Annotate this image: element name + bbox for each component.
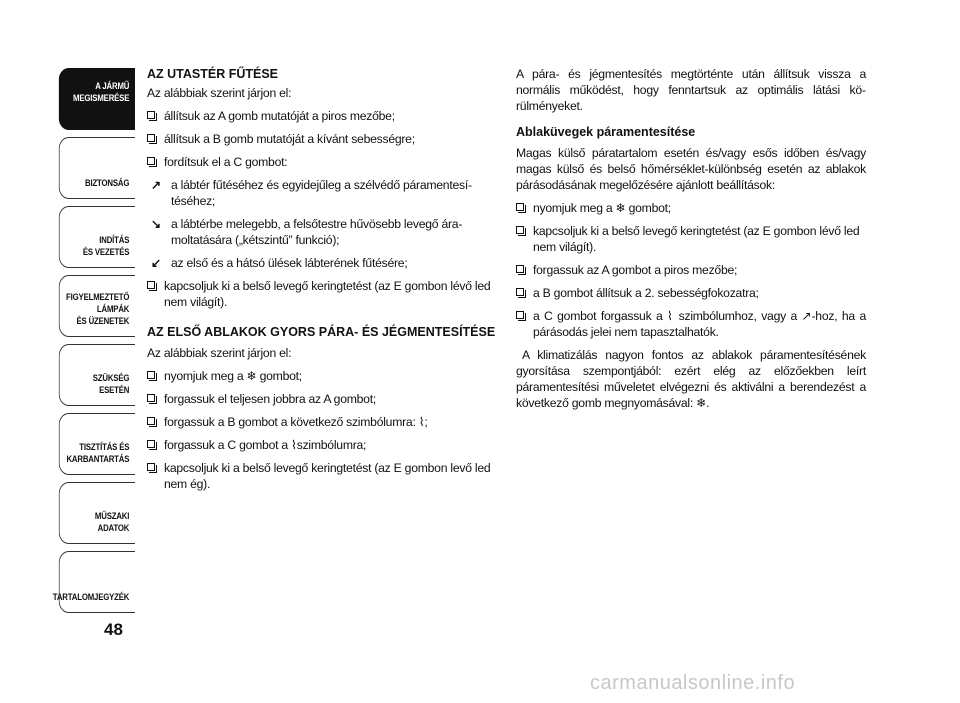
airflow-windscreen-feet-icon: ↗	[151, 178, 161, 192]
list-item: forgassuk a B gombot a következő szimbólumra: ⌇;	[147, 414, 497, 430]
checkbox-bullet-icon	[147, 440, 155, 448]
tab-label: TARTALOMJEGYZÉK	[52, 592, 130, 603]
tab-label: FIGYELMEZTETŐ LÁMPÁK ÉS ÜZENETEK	[66, 292, 130, 327]
paragraph: A pára- és jégmentesítés megtörténte után állítsuk vissza a normális működést, hogy fenntartsuk az optimális látási körülményeket.	[516, 67, 866, 113]
tab-vehicle-overview[interactable]	[59, 68, 135, 130]
chapter-tabs	[42, 68, 135, 620]
list-item: nyomjuk meg a ❄ gombot;	[147, 368, 497, 384]
checkbox-bullet-icon	[147, 417, 155, 425]
list-item: a C gombot forgassuk a ⌇ szimbólumhoz, vagy a ↗-hoz, ha a párásodás jelei nem tapasztalhatók.	[516, 308, 866, 340]
list-item: nyomjuk meg a ❄ gombot;	[516, 200, 866, 216]
list-item: forgassuk a C gombot a ⌇szimbólumra;	[147, 437, 497, 453]
airflow-bilevel-icon: ↘	[151, 217, 161, 231]
list-item: kapcsoljuk ki a belső levegő keringtetést (az E gombon levő led nem ég).	[147, 460, 497, 492]
tab-technical-data[interactable]	[59, 482, 135, 544]
list-item: a B gombot állítsuk a 2. sebességfokozatra;	[516, 285, 866, 301]
checkbox-bullet-icon	[516, 226, 524, 234]
checkbox-bullet-icon	[147, 394, 155, 402]
sub-item: ↙ az első és a hátsó ülések lábterének fűtésére;	[151, 256, 408, 270]
page-number: 48	[104, 620, 123, 639]
list-item: fordítsuk el a C gombot:	[147, 154, 497, 170]
heading-cabin-heating: AZ UTASTÉR FŰTÉSE	[147, 67, 279, 81]
list-item: kapcsoljuk ki a belső levegő keringtetést (az E gombon lévő led nem világít).	[147, 278, 497, 310]
checkbox-bullet-icon	[516, 203, 524, 211]
tab-label: BIZTONSÁG	[84, 178, 130, 189]
airflow-feet-icon: ↙	[151, 256, 161, 270]
tab-label: SZÜKSÉG ESETÉN	[92, 373, 130, 396]
sub-item: ↗ a lábtér fűtéséhez és egyidejűleg a szélvédő páramentesítéséhez;	[151, 178, 473, 208]
checkbox-bullet-icon	[516, 311, 524, 319]
list-item: állítsuk a B gomb mutatóját a kívánt sebességre;	[147, 131, 497, 147]
right-column	[516, 66, 866, 418]
checkbox-bullet-icon	[147, 371, 155, 379]
list-item: forgassuk el teljesen jobbra az A gombot;	[147, 391, 497, 407]
checkbox-bullet-icon	[516, 265, 524, 273]
paragraph: Magas külső páratartalom esetén és/vagy esős időben és/vagy magas külső és belső hőmérséklet-különbség esetén az ablakok párásodásának megelőzésére ajánlott beállítások:	[516, 146, 866, 192]
tab-label: MŰSZAKI ADATOK	[94, 511, 130, 534]
heading-fast-defrost: AZ ELSŐ ABLAKOK GYORS PÁRA- ÉS JÉGMENTESÍTÉSE	[147, 325, 496, 339]
tab-label: A JÁRMŰ MEGISMERÉSE	[73, 81, 130, 104]
checkbox-bullet-icon	[147, 134, 155, 142]
tab-emergency[interactable]	[59, 344, 135, 406]
checkbox-bullet-icon	[516, 288, 524, 296]
watermark: carmanualsonline.info	[590, 672, 796, 694]
sub-item: ↘ a lábtérbe melegebb, a felsőtestre hűvösebb levegő áramoltatására („kétszintű” funkció);	[151, 217, 463, 247]
intro-text: Az alábbiak szerint járjon el:	[147, 346, 292, 360]
paragraph: A klimatizálás nagyon fontos az ablakok páramentesítésének gyorsítása szempontjából: ezért elég az előzőekben leírt páramentesítési műveletet elvégezni és aktiválni a berendezést a következő gomb megnyomásával: ❄.	[516, 348, 866, 410]
tab-safety[interactable]	[59, 137, 135, 199]
checkbox-bullet-icon	[147, 463, 155, 471]
tab-index[interactable]	[52, 551, 135, 613]
tab-warning-lights[interactable]	[59, 275, 135, 337]
tab-starting-driving[interactable]	[59, 206, 135, 268]
checkbox-bullet-icon	[147, 281, 155, 289]
list-item: állítsuk az A gomb mutatóját a piros mezőbe;	[147, 108, 497, 124]
checkbox-bullet-icon	[147, 157, 155, 165]
tab-maintenance[interactable]	[59, 413, 135, 475]
intro-text: Az alábbiak szerint járjon el:	[147, 86, 292, 100]
tab-label: INDÍTÁS ÉS VEZETÉS	[82, 235, 130, 258]
left-column	[147, 66, 497, 499]
list-item: kapcsoljuk ki a belső levegő keringtetést (az E gombon lévő led nem világít).	[516, 223, 866, 255]
tab-label: TISZTÍTÁS ÉS KARBANTARTÁS	[66, 442, 130, 465]
checkbox-bullet-icon	[147, 111, 155, 119]
list-item: forgassuk az A gombot a piros mezőbe;	[516, 262, 866, 278]
heading-window-demisting: Ablaküvegek páramentesítése	[516, 125, 696, 139]
